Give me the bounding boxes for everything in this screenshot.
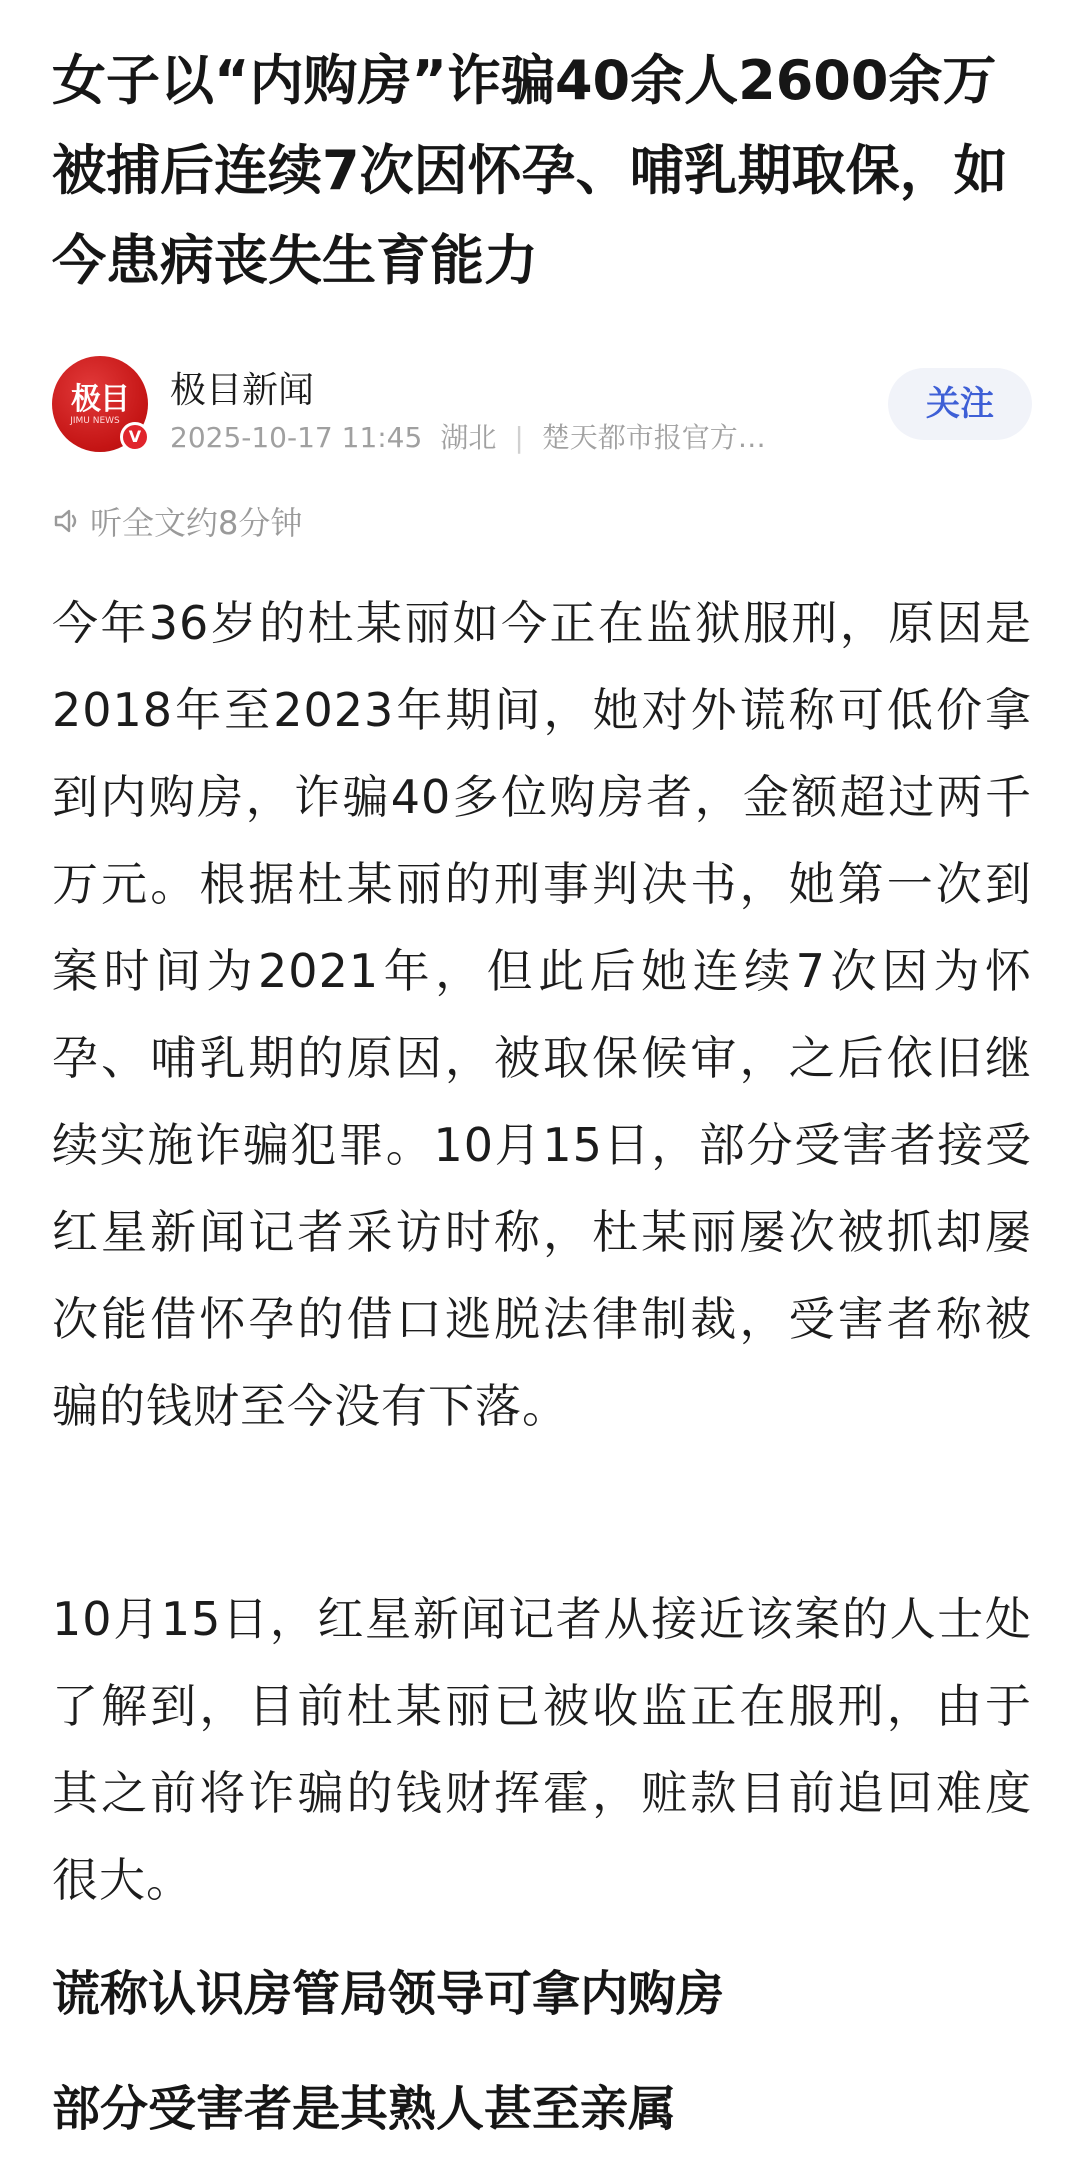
article-paragraph: 10月15日，红星新闻记者从接近该案的人士处了解到，目前杜某丽已被收监正在服刑，由于其之前将诈骗的钱财挥霍，赃款目前追回难度很大。 bbox=[52, 1592, 1032, 1907]
verified-icon: V bbox=[120, 422, 150, 452]
author-row bbox=[52, 356, 1032, 456]
section-heading: 谎称认识房管局领导可拿内购房 bbox=[52, 1966, 725, 2022]
follow-button[interactable]: 关注 bbox=[888, 368, 1032, 440]
article-title: 女子以“内购房”诈骗40余人2600余万 被捕后连续7次因怀孕、哺乳期取保，如今患病丧失生育能力 bbox=[52, 49, 1008, 292]
listen-article-button[interactable] bbox=[52, 498, 302, 544]
author-source: 楚天都市报官方… bbox=[541, 421, 766, 454]
meta-divider: | bbox=[514, 421, 524, 454]
avatar-logo-text: 极目 bbox=[71, 382, 129, 417]
author-name[interactable]: 极目新闻 bbox=[170, 370, 315, 411]
avatar-logo-subtext: JIMU NEWS bbox=[70, 416, 120, 426]
publish-date: 2025-10-17 11:45 bbox=[170, 421, 423, 454]
listen-label: 听全文约8分钟 bbox=[90, 504, 303, 542]
section-heading: 部分受害者是其熟人甚至亲属 bbox=[52, 2081, 677, 2137]
publish-location: 湖北 bbox=[440, 421, 497, 454]
article-meta bbox=[170, 416, 784, 456]
speaker-icon bbox=[52, 506, 82, 536]
article-paragraph: 今年36岁的杜某丽如今正在监狱服刑，原因是2018年至2023年期间，她对外谎称可低价拿到内购房，诈骗40多位购房者，金额超过两千万元。根据杜某丽的刑事判决书，她第一次到案时间为2021年，但此后她连续7次因为怀孕、哺乳期的原因，被取保候审，之后依旧继续实施诈骗犯罪。10月15日，部分受害者接受红星新闻记者采访时称，杜某丽屡次被抓却屡次能借怀孕的借口逃脱法律制裁，受害者称被骗的钱财至今没有下落。 bbox=[52, 596, 1032, 1433]
